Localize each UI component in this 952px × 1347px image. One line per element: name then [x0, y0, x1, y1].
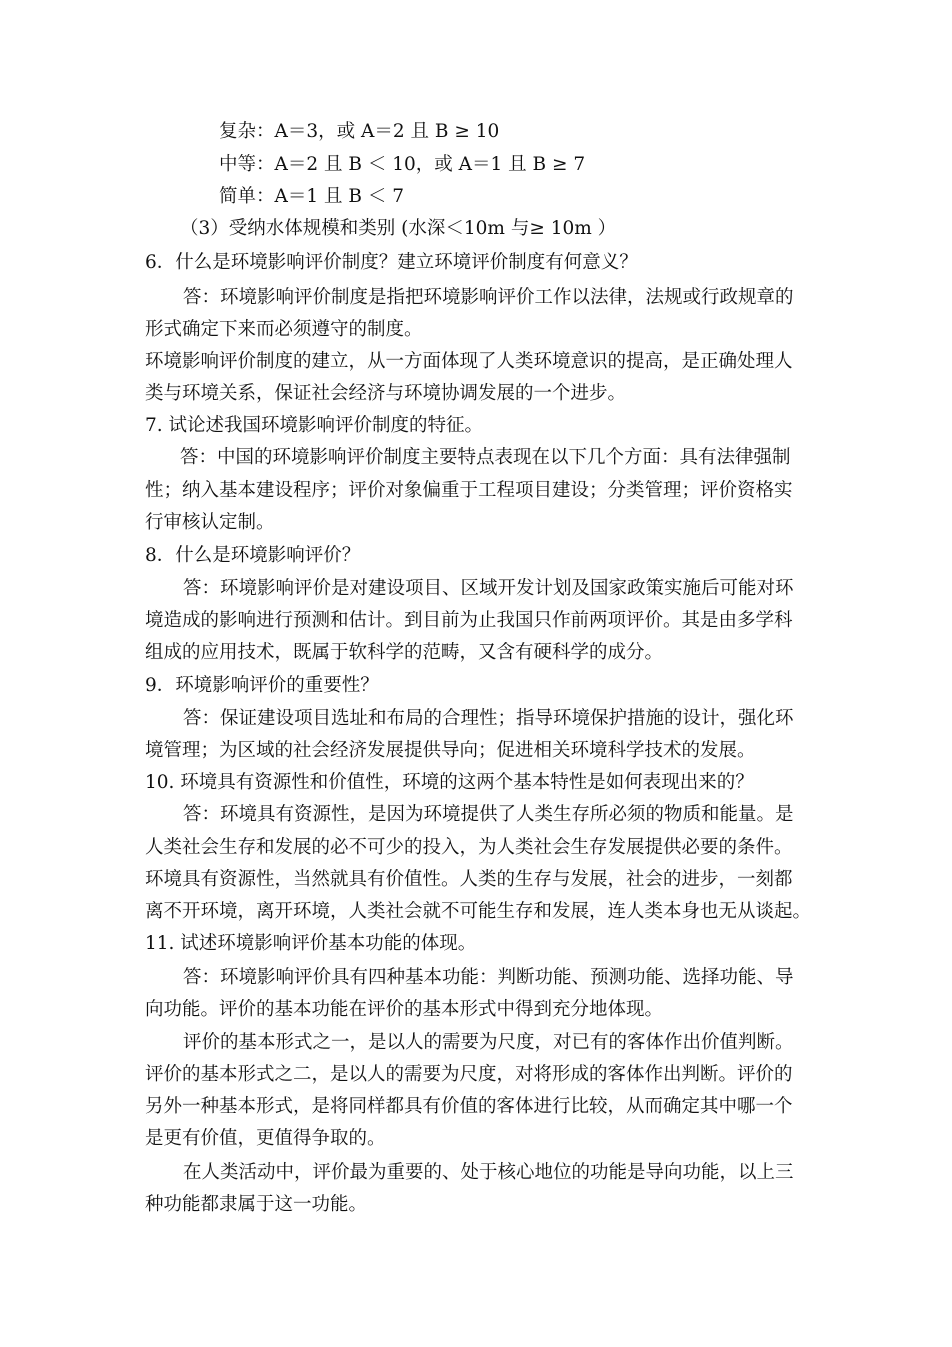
question-heading: 10. 环境具有资源性和价值性，环境的这两个基本特性是如何表现出来的？ — [145, 772, 754, 793]
text-line: 行审核认定制。 — [145, 512, 275, 533]
text-line: 评价的基本形式之二，是以人的需要为尺度，对将形成的客体作出判断。评价的 — [145, 1064, 793, 1085]
text-line: 答：中国的环境影响评价制度主要特点表现在以下几个方面：具有法律强制 — [180, 447, 791, 468]
text-line: 简单：A＝1 且 B ＜ 7 — [219, 186, 405, 207]
text-line: 性；纳入基本建设程序；评价对象偏重于工程项目建设；分类管理；评价资格实 — [145, 480, 793, 501]
text-line: 境管理；为区域的社会经济发展提供导向；促进相关环境科学技术的发展。 — [145, 740, 756, 761]
text-line: 复杂：A＝3，或 A＝2 且 B ≥ 10 — [219, 121, 500, 142]
question-heading: 7. 试论述我国环境影响评价制度的特征。 — [145, 415, 484, 436]
text-line: （3）受纳水体规模和类别 (水深＜10m 与≥ 10m ） — [180, 218, 617, 239]
text-line: 向功能。评价的基本功能在评价的基本形式中得到充分地体现。 — [145, 999, 664, 1020]
text-line: 评价的基本形式之一，是以人的需要为尺度，对已有的客体作出价值判断。 — [183, 1032, 794, 1053]
text-line: 答：环境具有资源性，是因为环境提供了人类生存所必须的物质和能量。是 — [183, 804, 794, 825]
text-line: 环境影响评价制度的建立，从一方面体现了人类环境意识的提高，是正确处理人 — [145, 351, 793, 372]
question-heading: 8．什么是环境影响评价？ — [145, 545, 361, 566]
text-line: 环境具有资源性，当然就具有价值性。人类的生存与发展，社会的进步，一刻都 — [145, 869, 793, 890]
text-line: 类与环境关系，保证社会经济与环境协调发展的一个进步。 — [145, 383, 627, 404]
question-heading: 6．什么是环境影响评价制度？建立环境评价制度有何意义？ — [145, 252, 638, 273]
text-line: 答：环境影响评价具有四种基本功能：判断功能、预测功能、选择功能、导 — [183, 967, 794, 988]
text-line: 在人类活动中，评价最为重要的、处于核心地位的功能是导向功能，以上三 — [183, 1162, 794, 1183]
text-line: 另外一种基本形式，是将同样都具有价值的客体进行比较，从而确定其中哪一个 — [145, 1096, 793, 1117]
text-line: 种功能都隶属于这一功能。 — [145, 1194, 368, 1215]
text-line: 形式确定下来而必须遵守的制度。 — [145, 319, 423, 340]
question-heading: 9．环境影响评价的重要性？ — [145, 675, 379, 696]
text-line: 答：保证建设项目选址和布局的合理性；指导环境保护措施的设计，强化环 — [183, 708, 794, 729]
text-line: 组成的应用技术，既属于软科学的范畴，又含有硬科学的成分。 — [145, 642, 664, 663]
text-line: 人类社会生存和发展的必不可少的投入，为人类社会生存发展提供必要的条件。 — [145, 837, 793, 858]
text-line: 答：环境影响评价是对建设项目、区域开发计划及国家政策实施后可能对环 — [183, 578, 794, 599]
text-line: 答：环境影响评价制度是指把环境影响评价工作以法律，法规或行政规章的 — [183, 287, 794, 308]
text-line: 离不开环境，离开环境，人类社会就不可能生存和发展，连人类本身也无从谈起。 — [145, 901, 812, 922]
question-heading: 11. 试述环境影响评价基本功能的体现。 — [145, 933, 477, 954]
text-line: 是更有价值，更值得争取的。 — [145, 1128, 386, 1149]
text-line: 中等：A＝2 且 B ＜ 10，或 A＝1 且 B ≥ 7 — [219, 154, 586, 175]
text-line: 境造成的影响进行预测和估计。到目前为止我国只作前两项评价。其是由多学科 — [145, 610, 793, 631]
